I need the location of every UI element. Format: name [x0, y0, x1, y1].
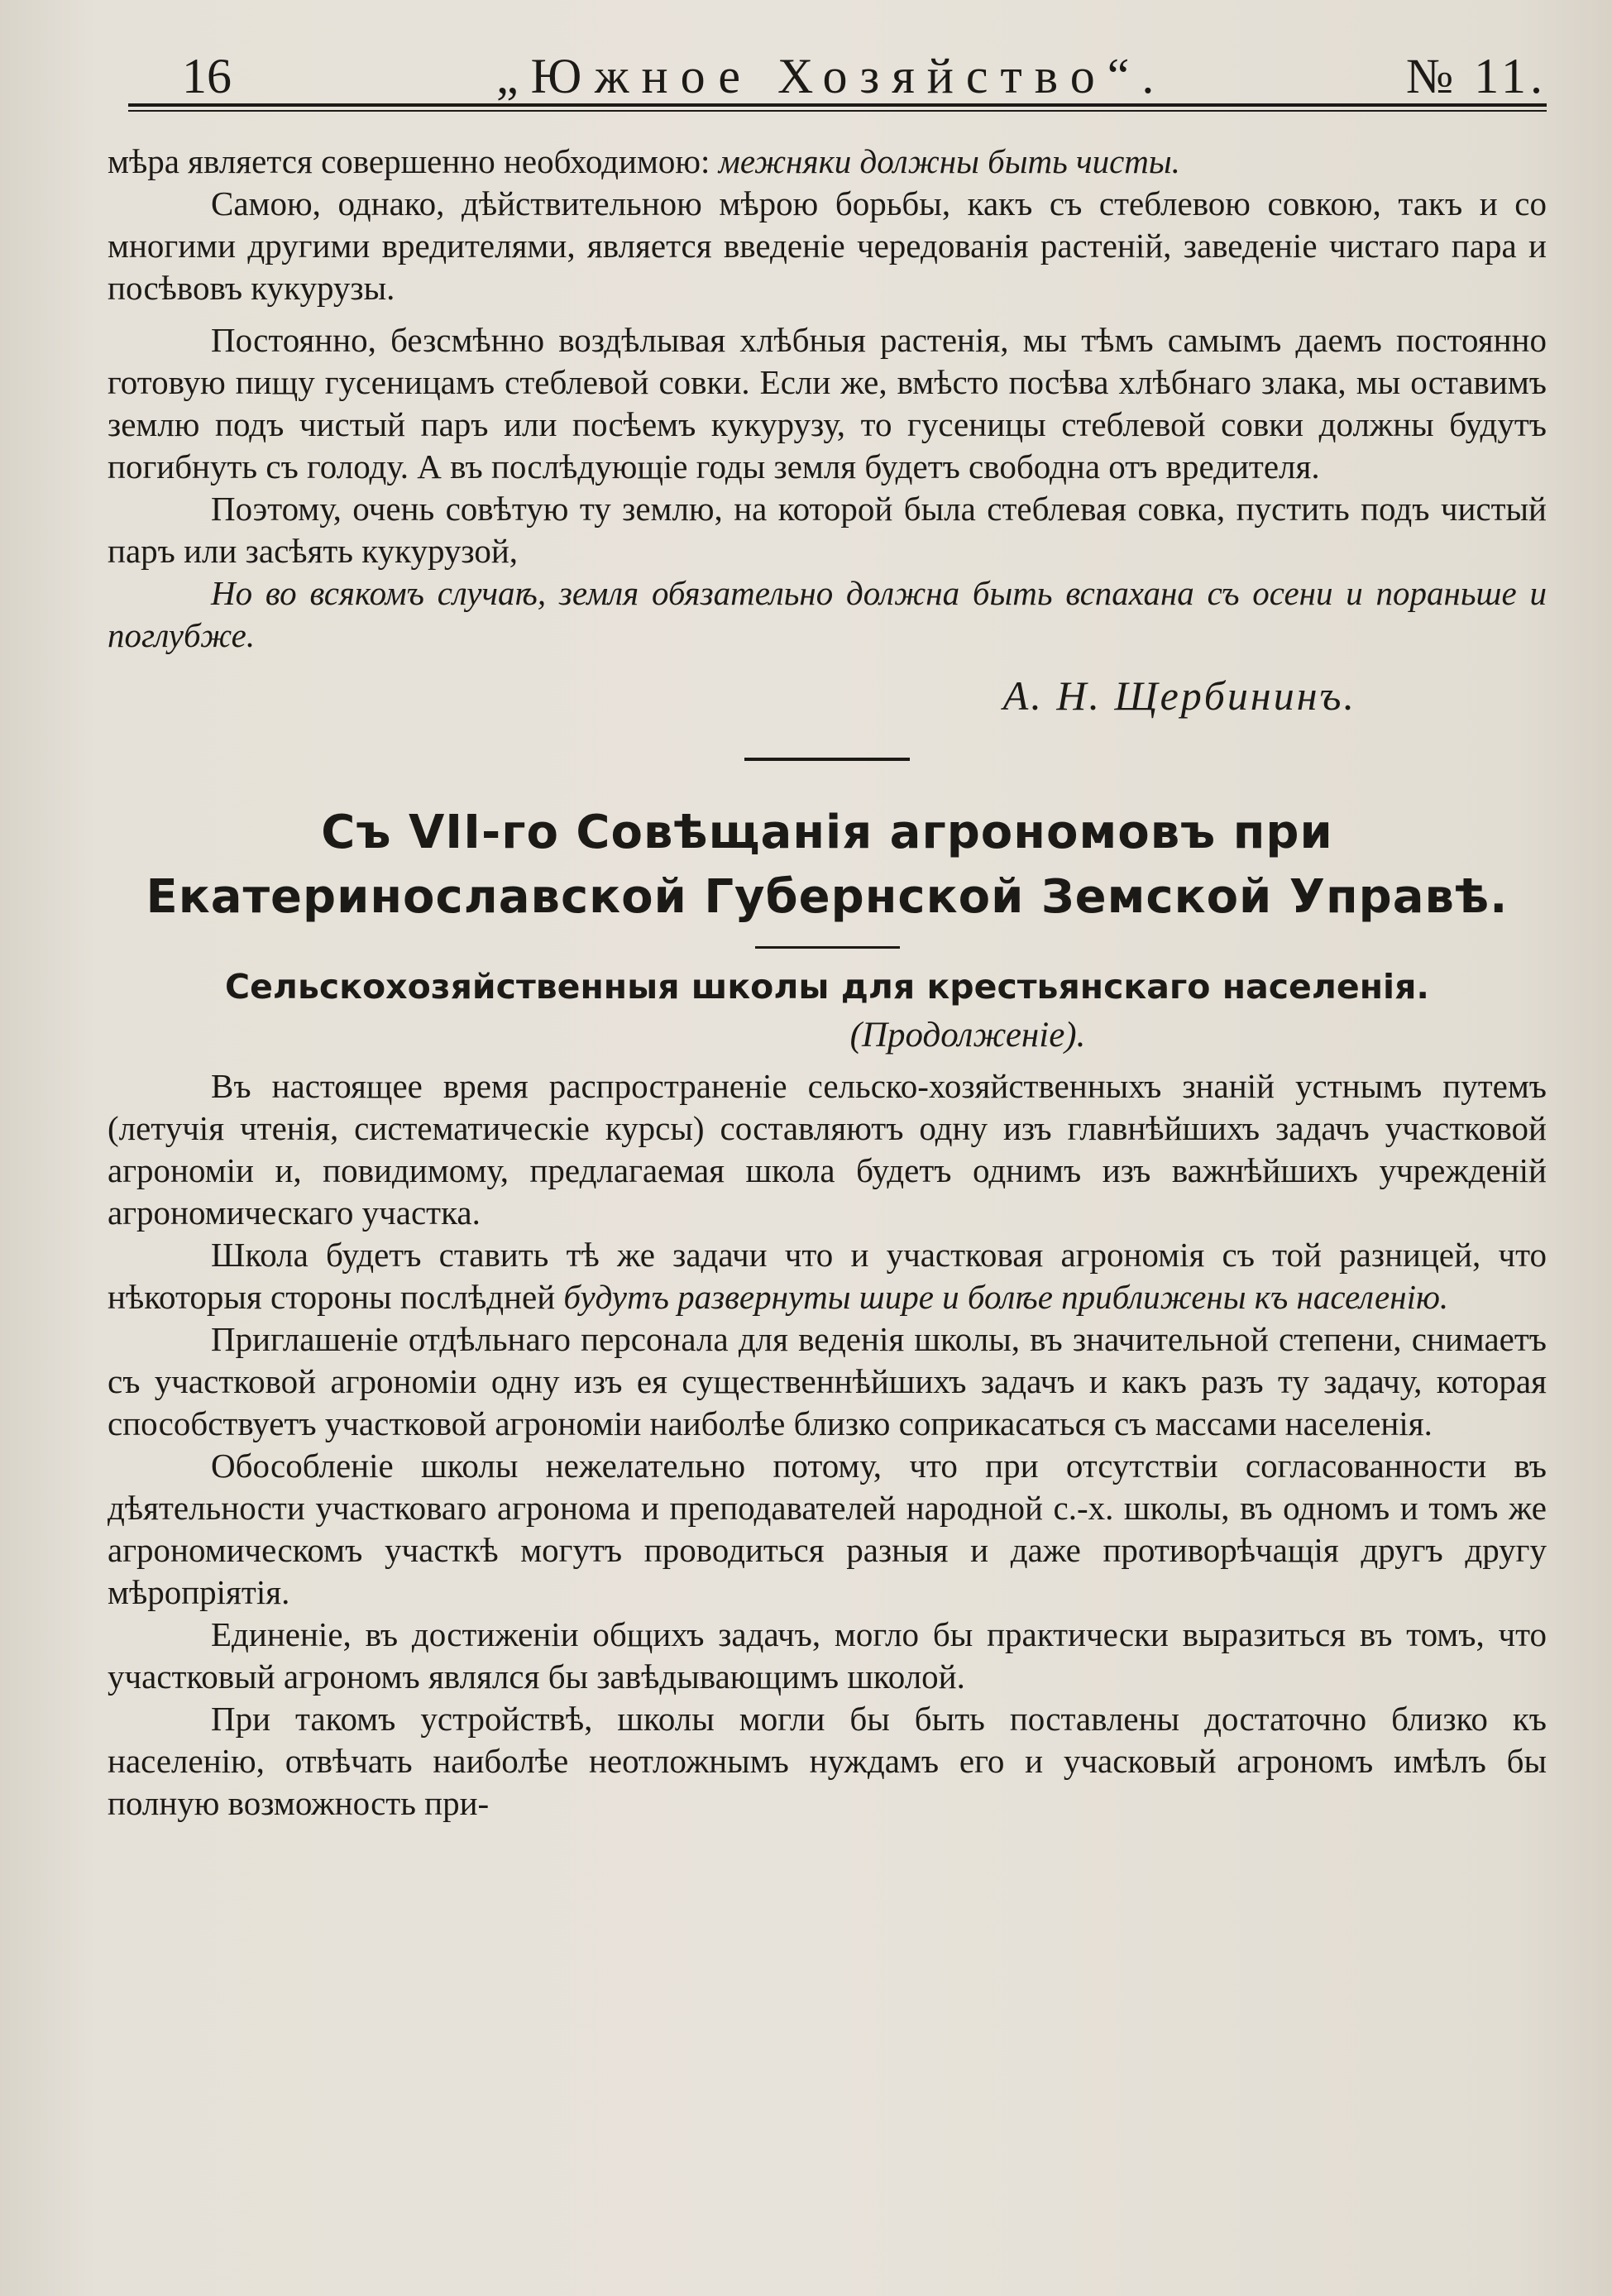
- issue-number: № 11.: [1405, 49, 1547, 103]
- article2-heading: Съ VII-го Совѣщанiя агрономовъ при Екатеринославской Губернской Земской Управѣ.: [146, 806, 1509, 924]
- article2-p2-text: Школа будетъ ставить тѣ же задачи что и участковая агрономiя съ той разницей, что нѣкоторыя стороны послѣдней: [108, 1236, 1547, 1316]
- article2-subheading: Сельскохозяйственныя школы для крестьянскаго населенiя.: [225, 967, 1429, 1007]
- article2-p2-italic: будутъ развернуты шире и болѣе приближены къ населенiю.: [563, 1278, 1449, 1316]
- article2-paragraph-3: Приглашенiе отдѣльнаго персонала для веденiя школы, въ значительной степени, снимаетъ съ участковой агрономiи одну изъ ея существеннѣйшихъ задачъ и какъ разъ ту задачу, которая способствуетъ участковой агрономiи наиболѣе близко соприкасаться съ массами населенiя.: [108, 1320, 1547, 1442]
- article-separator: [744, 758, 910, 761]
- page-header: [124, 41, 1547, 108]
- continuation-note: (Продолженiе).: [849, 1016, 1086, 1055]
- header-rule: [128, 103, 1547, 107]
- article2-paragraph-1: Въ настоящее время распространенiе сельско-хозяйственныхъ знанiй устнымъ путемъ (летучiя чтенiя, систематическiе курсы) составляютъ одну изъ главнѣйшихъ задачъ участковой агрономiи и, повидимому, предлагаемая школа будетъ однимъ изъ важнѣйшихъ учрежденiй агрономическаго участка.: [108, 1067, 1547, 1232]
- article1-p1-text: мѣра является совершенно необходимою:: [108, 142, 710, 180]
- heading-separator: [755, 946, 900, 949]
- article1-paragraph-3: Постоянно, безсмѣнно воздѣлывая хлѣбныя растенiя, мы тѣмъ самымъ даемъ постоянно готовую пищу гусеницамъ стеблевой совки. Если же, вмѣсто посѣва хлѣбнаго злака, мы оставимъ землю подъ чистый паръ или посѣемъ кукурузу, то гусеницы стеблевой совки должны будутъ погибнуть съ голоду. А въ послѣдующiе годы земля будетъ свободна отъ вредителя.: [108, 321, 1547, 486]
- article1-paragraph-1: [108, 141, 1547, 183]
- article2-paragraph-2: [108, 1234, 1547, 1318]
- article1-paragraph-5: Но во всякомъ случаѣ, земля обязательно должна быть вспахана съ осени и пораньше и поглубже.: [108, 574, 1547, 654]
- journal-title: „Южное Хозяйство“.: [496, 49, 1167, 103]
- article2-paragraph-6: При такомъ устройствѣ, школы могли бы быть поставлены достаточно близко къ населенiю, отвѣчать наиболѣе неотложнымъ нуждамъ его и учасковый агрономъ имѣлъ бы полную возможность при-: [108, 1700, 1547, 1822]
- page-number: 16: [182, 49, 232, 103]
- article1-paragraph-4: Поэтому, очень совѣтую ту землю, на которой была стеблевая совка, пустить подъ чистый паръ или засѣять кукурузой,: [108, 490, 1547, 570]
- article2-paragraph-5: Единенiе, въ достиженiи общихъ задачъ, могло бы практически выразиться въ томъ, что участковый агрономъ являлся бы завѣдывающимъ школой.: [108, 1615, 1547, 1696]
- text-column: [108, 141, 1547, 1825]
- article1-signature: А. Н. Щербининъ.: [1002, 672, 1356, 719]
- article1-p1-italic: межняки должны быть чисты.: [718, 142, 1180, 180]
- article1-paragraph-2: Самою, однако, дѣйствительною мѣрою борьбы, какъ съ стеблевою совкою, такъ и со многими другими вредителями, является введенiе чередованiя растенiй, заведенiе чистаго пара и посѣвовъ кукурузы.: [108, 184, 1547, 307]
- header-rule-thin: [128, 110, 1547, 112]
- article2-paragraph-4: Обособленiе школы нежелательно потому, что при отсутствiи согласованности въ дѣятельности участковаго агронома и преподавателей народной с.-х. школы, въ одномъ и томъ же агрономическомъ участкѣ могутъ проводиться разныя и даже противорѣчащiя другъ другу мѣропрiятiя.: [108, 1447, 1547, 1611]
